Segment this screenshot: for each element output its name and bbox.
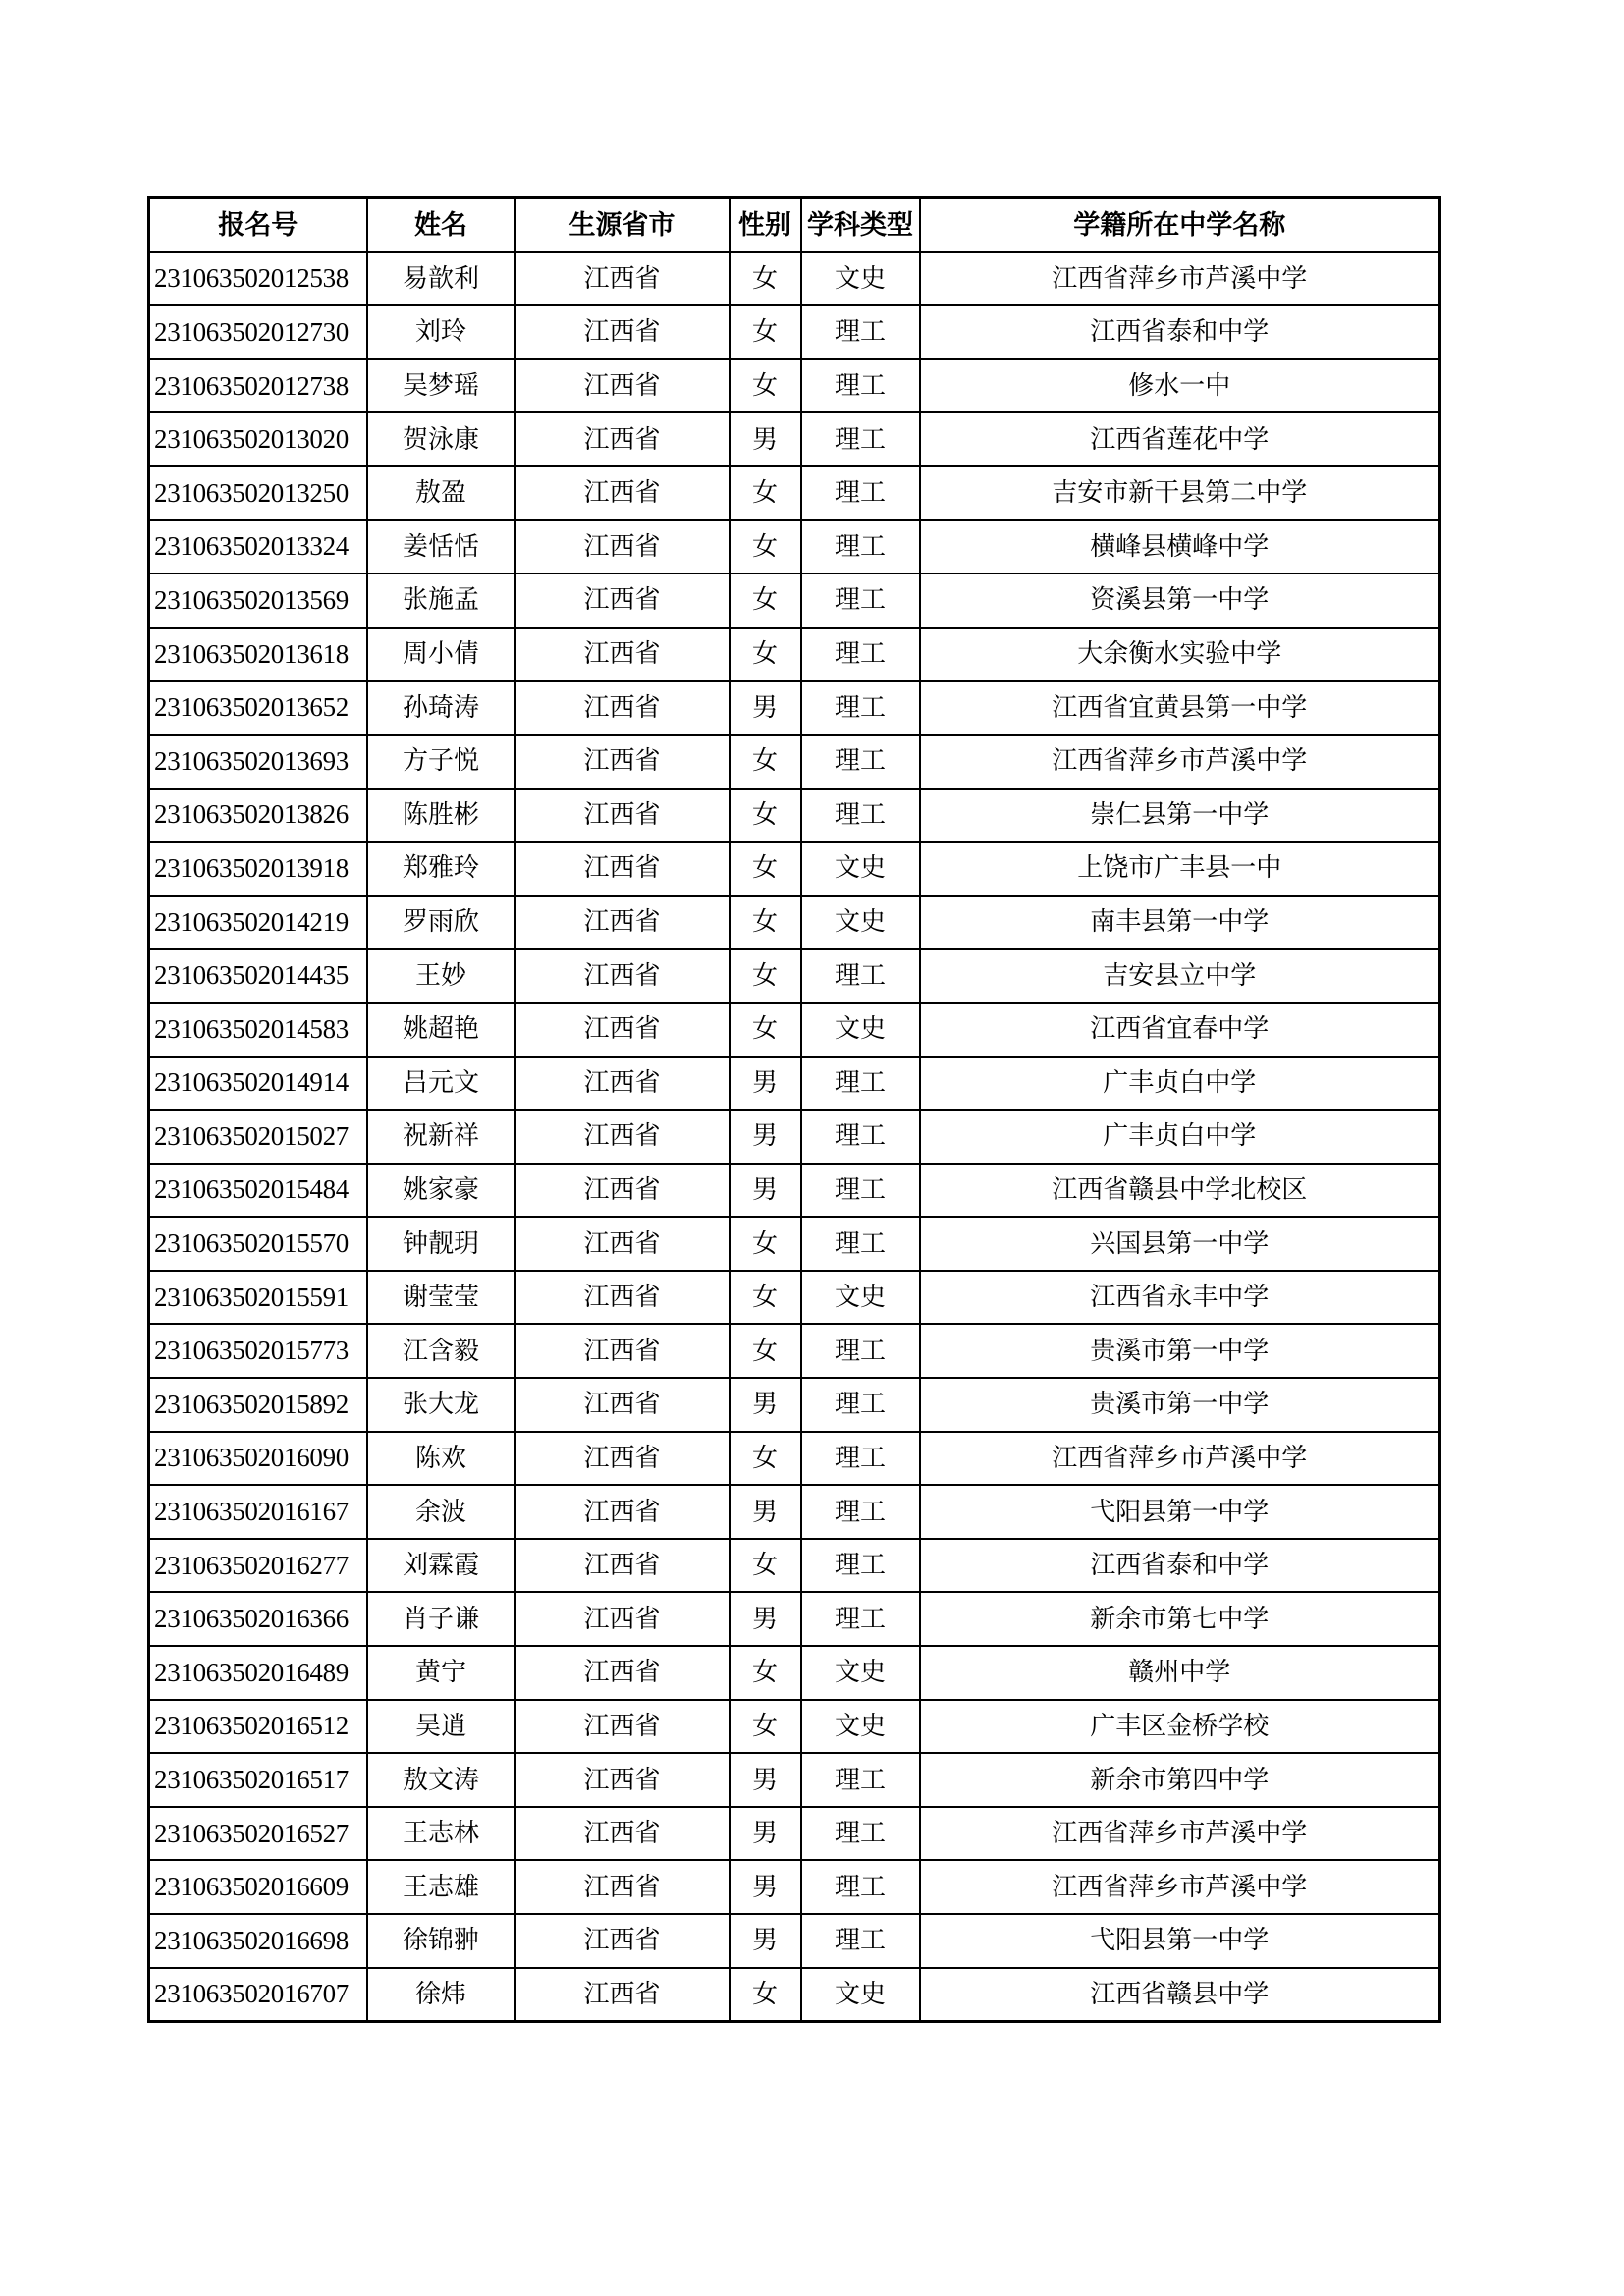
- cell-school-name: 江西省莲花中学: [920, 412, 1440, 466]
- cell-registration-number: 231063502013324: [149, 520, 367, 574]
- cell-registration-number: 231063502015570: [149, 1217, 367, 1271]
- cell-province: 江西省: [515, 1057, 730, 1111]
- cell-school-name: 江西省赣县中学北校区: [920, 1164, 1440, 1218]
- table-row: [149, 1164, 1440, 1218]
- cell-registration-number: 231063502016489: [149, 1646, 367, 1700]
- cell-province: 江西省: [515, 681, 730, 735]
- table-row: [149, 789, 1440, 843]
- cell-name: 张大龙: [367, 1378, 515, 1432]
- cell-gender: 男: [730, 412, 801, 466]
- cell-gender: 女: [730, 1539, 801, 1593]
- cell-name: 方子悦: [367, 735, 515, 789]
- cell-registration-number: 231063502013020: [149, 412, 367, 466]
- header-school-name: 学籍所在中学名称: [920, 198, 1440, 252]
- cell-name: 王妙: [367, 949, 515, 1003]
- cell-gender: 女: [730, 1324, 801, 1378]
- cell-subject-type: 理工: [801, 1164, 920, 1218]
- cell-name: 姚超艳: [367, 1003, 515, 1057]
- cell-school-name: 弋阳县第一中学: [920, 1485, 1440, 1539]
- cell-gender: 男: [730, 1860, 801, 1914]
- cell-name: 敖盈: [367, 466, 515, 520]
- cell-school-name: 江西省赣县中学: [920, 1968, 1440, 2022]
- cell-school-name: 江西省萍乡市芦溪中学: [920, 735, 1440, 789]
- cell-subject-type: 理工: [801, 1485, 920, 1539]
- cell-name: 贺泳康: [367, 412, 515, 466]
- cell-gender: 女: [730, 735, 801, 789]
- cell-province: 江西省: [515, 1485, 730, 1539]
- cell-subject-type: 理工: [801, 520, 920, 574]
- cell-school-name: 贵溪市第一中学: [920, 1324, 1440, 1378]
- table-row: [149, 466, 1440, 520]
- table-row: [149, 1217, 1440, 1271]
- cell-school-name: 江西省宜黄县第一中学: [920, 681, 1440, 735]
- cell-school-name: 赣州中学: [920, 1646, 1440, 1700]
- cell-province: 江西省: [515, 842, 730, 896]
- cell-province: 江西省: [515, 1539, 730, 1593]
- cell-registration-number: 231063502015892: [149, 1378, 367, 1432]
- cell-province: 江西省: [515, 1807, 730, 1861]
- cell-name: 孙琦涛: [367, 681, 515, 735]
- cell-registration-number: 231063502013569: [149, 574, 367, 628]
- table-row: [149, 1539, 1440, 1593]
- cell-subject-type: 理工: [801, 1914, 920, 1968]
- cell-gender: 女: [730, 1700, 801, 1754]
- cell-province: 江西省: [515, 1753, 730, 1807]
- cell-school-name: 兴国县第一中学: [920, 1217, 1440, 1271]
- cell-name: 罗雨欣: [367, 896, 515, 950]
- cell-name: 敖文涛: [367, 1753, 515, 1807]
- table-row: [149, 1592, 1440, 1646]
- cell-registration-number: 231063502012538: [149, 252, 367, 306]
- cell-province: 江西省: [515, 574, 730, 628]
- cell-subject-type: 理工: [801, 1753, 920, 1807]
- cell-school-name: 广丰贞白中学: [920, 1057, 1440, 1111]
- cell-registration-number: 231063502016512: [149, 1700, 367, 1754]
- cell-school-name: 江西省萍乡市芦溪中学: [920, 1860, 1440, 1914]
- cell-province: 江西省: [515, 1700, 730, 1754]
- cell-registration-number: 231063502013826: [149, 789, 367, 843]
- header-province: 生源省市: [515, 198, 730, 252]
- cell-gender: 女: [730, 789, 801, 843]
- table-row: [149, 1271, 1440, 1325]
- cell-subject-type: 理工: [801, 574, 920, 628]
- cell-subject-type: 理工: [801, 359, 920, 413]
- cell-registration-number: 231063502013250: [149, 466, 367, 520]
- cell-subject-type: 理工: [801, 1539, 920, 1593]
- table-row: [149, 1807, 1440, 1861]
- cell-school-name: 南丰县第一中学: [920, 896, 1440, 950]
- cell-subject-type: 理工: [801, 412, 920, 466]
- cell-gender: 女: [730, 1968, 801, 2022]
- cell-name: 肖子谦: [367, 1592, 515, 1646]
- cell-subject-type: 文史: [801, 1271, 920, 1325]
- cell-gender: 女: [730, 1271, 801, 1325]
- cell-province: 江西省: [515, 412, 730, 466]
- cell-registration-number: 231063502015591: [149, 1271, 367, 1325]
- cell-subject-type: 理工: [801, 1217, 920, 1271]
- table-row: [149, 949, 1440, 1003]
- cell-province: 江西省: [515, 735, 730, 789]
- cell-gender: 男: [730, 1485, 801, 1539]
- cell-gender: 女: [730, 628, 801, 682]
- cell-province: 江西省: [515, 789, 730, 843]
- cell-subject-type: 文史: [801, 252, 920, 306]
- cell-subject-type: 理工: [801, 735, 920, 789]
- header-registration-number: 报名号: [149, 198, 367, 252]
- cell-school-name: 广丰区金桥学校: [920, 1700, 1440, 1754]
- cell-school-name: 资溪县第一中学: [920, 574, 1440, 628]
- cell-name: 姚家豪: [367, 1164, 515, 1218]
- cell-gender: 男: [730, 1057, 801, 1111]
- cell-registration-number: 231063502015484: [149, 1164, 367, 1218]
- cell-school-name: 江西省萍乡市芦溪中学: [920, 1432, 1440, 1486]
- table-row: [149, 1003, 1440, 1057]
- cell-name: 王志雄: [367, 1860, 515, 1914]
- cell-gender: 男: [730, 1807, 801, 1861]
- cell-name: 陈胜彬: [367, 789, 515, 843]
- cell-province: 江西省: [515, 466, 730, 520]
- cell-province: 江西省: [515, 305, 730, 359]
- cell-school-name: 江西省萍乡市芦溪中学: [920, 252, 1440, 306]
- cell-province: 江西省: [515, 1432, 730, 1486]
- cell-province: 江西省: [515, 1271, 730, 1325]
- table-row: [149, 1860, 1440, 1914]
- cell-school-name: 广丰贞白中学: [920, 1110, 1440, 1164]
- cell-name: 吴梦瑶: [367, 359, 515, 413]
- cell-subject-type: 理工: [801, 1592, 920, 1646]
- cell-gender: 女: [730, 466, 801, 520]
- cell-province: 江西省: [515, 1378, 730, 1432]
- table-row: [149, 252, 1440, 306]
- cell-registration-number: 231063502014219: [149, 896, 367, 950]
- cell-gender: 女: [730, 949, 801, 1003]
- cell-name: 刘玲: [367, 305, 515, 359]
- cell-registration-number: 231063502016707: [149, 1968, 367, 2022]
- cell-province: 江西省: [515, 1164, 730, 1218]
- table-row: [149, 1968, 1440, 2022]
- cell-province: 江西省: [515, 252, 730, 306]
- cell-registration-number: 231063502016609: [149, 1860, 367, 1914]
- cell-gender: 男: [730, 1164, 801, 1218]
- cell-school-name: 横峰县横峰中学: [920, 520, 1440, 574]
- cell-registration-number: 231063502016517: [149, 1753, 367, 1807]
- cell-name: 刘霖霞: [367, 1539, 515, 1593]
- cell-school-name: 江西省永丰中学: [920, 1271, 1440, 1325]
- cell-gender: 女: [730, 1432, 801, 1486]
- cell-registration-number: 231063502016090: [149, 1432, 367, 1486]
- cell-registration-number: 231063502014583: [149, 1003, 367, 1057]
- table-row: [149, 1378, 1440, 1432]
- cell-school-name: 新余市第四中学: [920, 1753, 1440, 1807]
- cell-gender: 女: [730, 896, 801, 950]
- cell-registration-number: 231063502013693: [149, 735, 367, 789]
- table-row: [149, 1432, 1440, 1486]
- cell-province: 江西省: [515, 896, 730, 950]
- cell-school-name: 江西省泰和中学: [920, 1539, 1440, 1593]
- cell-province: 江西省: [515, 1003, 730, 1057]
- admission-list-table: [147, 196, 1441, 2023]
- table-row: [149, 1753, 1440, 1807]
- cell-province: 江西省: [515, 1646, 730, 1700]
- cell-school-name: 江西省萍乡市芦溪中学: [920, 1807, 1440, 1861]
- cell-name: 郑雅玲: [367, 842, 515, 896]
- cell-province: 江西省: [515, 520, 730, 574]
- table-row: [149, 574, 1440, 628]
- cell-school-name: 江西省泰和中学: [920, 305, 1440, 359]
- cell-gender: 男: [730, 1753, 801, 1807]
- cell-gender: 女: [730, 520, 801, 574]
- cell-subject-type: 文史: [801, 1646, 920, 1700]
- cell-school-name: 江西省宜春中学: [920, 1003, 1440, 1057]
- cell-registration-number: 231063502016527: [149, 1807, 367, 1861]
- cell-subject-type: 理工: [801, 681, 920, 735]
- cell-school-name: 吉安县立中学: [920, 949, 1440, 1003]
- cell-registration-number: 231063502015773: [149, 1324, 367, 1378]
- table-row: [149, 1485, 1440, 1539]
- cell-name: 黄宁: [367, 1646, 515, 1700]
- cell-school-name: 大余衡水实验中学: [920, 628, 1440, 682]
- table-row: [149, 842, 1440, 896]
- table-row: [149, 896, 1440, 950]
- table-row: [149, 1110, 1440, 1164]
- cell-gender: 男: [730, 681, 801, 735]
- cell-school-name: 崇仁县第一中学: [920, 789, 1440, 843]
- cell-province: 江西省: [515, 1592, 730, 1646]
- table-row: [149, 681, 1440, 735]
- cell-subject-type: 文史: [801, 1968, 920, 2022]
- cell-subject-type: 理工: [801, 305, 920, 359]
- header-subject-type: 学科类型: [801, 198, 920, 252]
- cell-school-name: 新余市第七中学: [920, 1592, 1440, 1646]
- cell-province: 江西省: [515, 1217, 730, 1271]
- cell-gender: 女: [730, 1003, 801, 1057]
- cell-name: 陈欢: [367, 1432, 515, 1486]
- cell-name: 王志林: [367, 1807, 515, 1861]
- cell-subject-type: 理工: [801, 1110, 920, 1164]
- cell-registration-number: 231063502013652: [149, 681, 367, 735]
- cell-registration-number: 231063502016167: [149, 1485, 367, 1539]
- cell-gender: 女: [730, 1217, 801, 1271]
- cell-registration-number: 231063502013618: [149, 628, 367, 682]
- cell-subject-type: 理工: [801, 789, 920, 843]
- cell-subject-type: 理工: [801, 1057, 920, 1111]
- cell-gender: 女: [730, 359, 801, 413]
- cell-gender: 女: [730, 1646, 801, 1700]
- cell-subject-type: 理工: [801, 1432, 920, 1486]
- table-row: [149, 359, 1440, 413]
- cell-school-name: 修水一中: [920, 359, 1440, 413]
- cell-gender: 女: [730, 252, 801, 306]
- cell-province: 江西省: [515, 1914, 730, 1968]
- cell-school-name: 吉安市新干县第二中学: [920, 466, 1440, 520]
- table-row: [149, 1057, 1440, 1111]
- cell-gender: 男: [730, 1592, 801, 1646]
- table-row: [149, 1324, 1440, 1378]
- cell-school-name: 贵溪市第一中学: [920, 1378, 1440, 1432]
- cell-registration-number: 231063502014914: [149, 1057, 367, 1111]
- cell-registration-number: 231063502016277: [149, 1539, 367, 1593]
- cell-name: 钟靓玥: [367, 1217, 515, 1271]
- cell-registration-number: 231063502012730: [149, 305, 367, 359]
- cell-name: 姜恬恬: [367, 520, 515, 574]
- cell-name: 吕元文: [367, 1057, 515, 1111]
- cell-subject-type: 文史: [801, 842, 920, 896]
- cell-subject-type: 理工: [801, 949, 920, 1003]
- cell-name: 吴逍: [367, 1700, 515, 1754]
- cell-subject-type: 文史: [801, 896, 920, 950]
- cell-subject-type: 文史: [801, 1003, 920, 1057]
- cell-province: 江西省: [515, 1968, 730, 2022]
- table-body: [149, 252, 1440, 2022]
- cell-subject-type: 理工: [801, 1807, 920, 1861]
- cell-gender: 女: [730, 842, 801, 896]
- cell-subject-type: 理工: [801, 1324, 920, 1378]
- cell-name: 徐炜: [367, 1968, 515, 2022]
- cell-province: 江西省: [515, 628, 730, 682]
- cell-name: 张施孟: [367, 574, 515, 628]
- cell-registration-number: 231063502013918: [149, 842, 367, 896]
- cell-province: 江西省: [515, 1324, 730, 1378]
- table-row: [149, 305, 1440, 359]
- cell-province: 江西省: [515, 1860, 730, 1914]
- cell-name: 江含毅: [367, 1324, 515, 1378]
- cell-registration-number: 231063502016366: [149, 1592, 367, 1646]
- table-row: [149, 628, 1440, 682]
- cell-gender: 男: [730, 1110, 801, 1164]
- cell-province: 江西省: [515, 359, 730, 413]
- cell-name: 徐锦翀: [367, 1914, 515, 1968]
- cell-name: 易歆利: [367, 252, 515, 306]
- cell-gender: 男: [730, 1914, 801, 1968]
- cell-name: 祝新祥: [367, 1110, 515, 1164]
- cell-registration-number: 231063502014435: [149, 949, 367, 1003]
- cell-subject-type: 理工: [801, 1860, 920, 1914]
- table-row: [149, 1700, 1440, 1754]
- cell-registration-number: 231063502012738: [149, 359, 367, 413]
- cell-gender: 女: [730, 305, 801, 359]
- cell-subject-type: 理工: [801, 466, 920, 520]
- cell-gender: 女: [730, 574, 801, 628]
- table-row: [149, 520, 1440, 574]
- header-name: 姓名: [367, 198, 515, 252]
- table-row: [149, 1646, 1440, 1700]
- cell-registration-number: 231063502015027: [149, 1110, 367, 1164]
- cell-gender: 男: [730, 1378, 801, 1432]
- cell-subject-type: 理工: [801, 628, 920, 682]
- cell-province: 江西省: [515, 949, 730, 1003]
- cell-name: 谢莹莹: [367, 1271, 515, 1325]
- cell-name: 余波: [367, 1485, 515, 1539]
- cell-school-name: 弋阳县第一中学: [920, 1914, 1440, 1968]
- header-gender: 性别: [730, 198, 801, 252]
- cell-province: 江西省: [515, 1110, 730, 1164]
- table-row: [149, 735, 1440, 789]
- cell-subject-type: 文史: [801, 1700, 920, 1754]
- cell-school-name: 上饶市广丰县一中: [920, 842, 1440, 896]
- table-row: [149, 1914, 1440, 1968]
- table-row: [149, 412, 1440, 466]
- cell-registration-number: 231063502016698: [149, 1914, 367, 1968]
- cell-subject-type: 理工: [801, 1378, 920, 1432]
- cell-name: 周小倩: [367, 628, 515, 682]
- header-row: [149, 198, 1440, 252]
